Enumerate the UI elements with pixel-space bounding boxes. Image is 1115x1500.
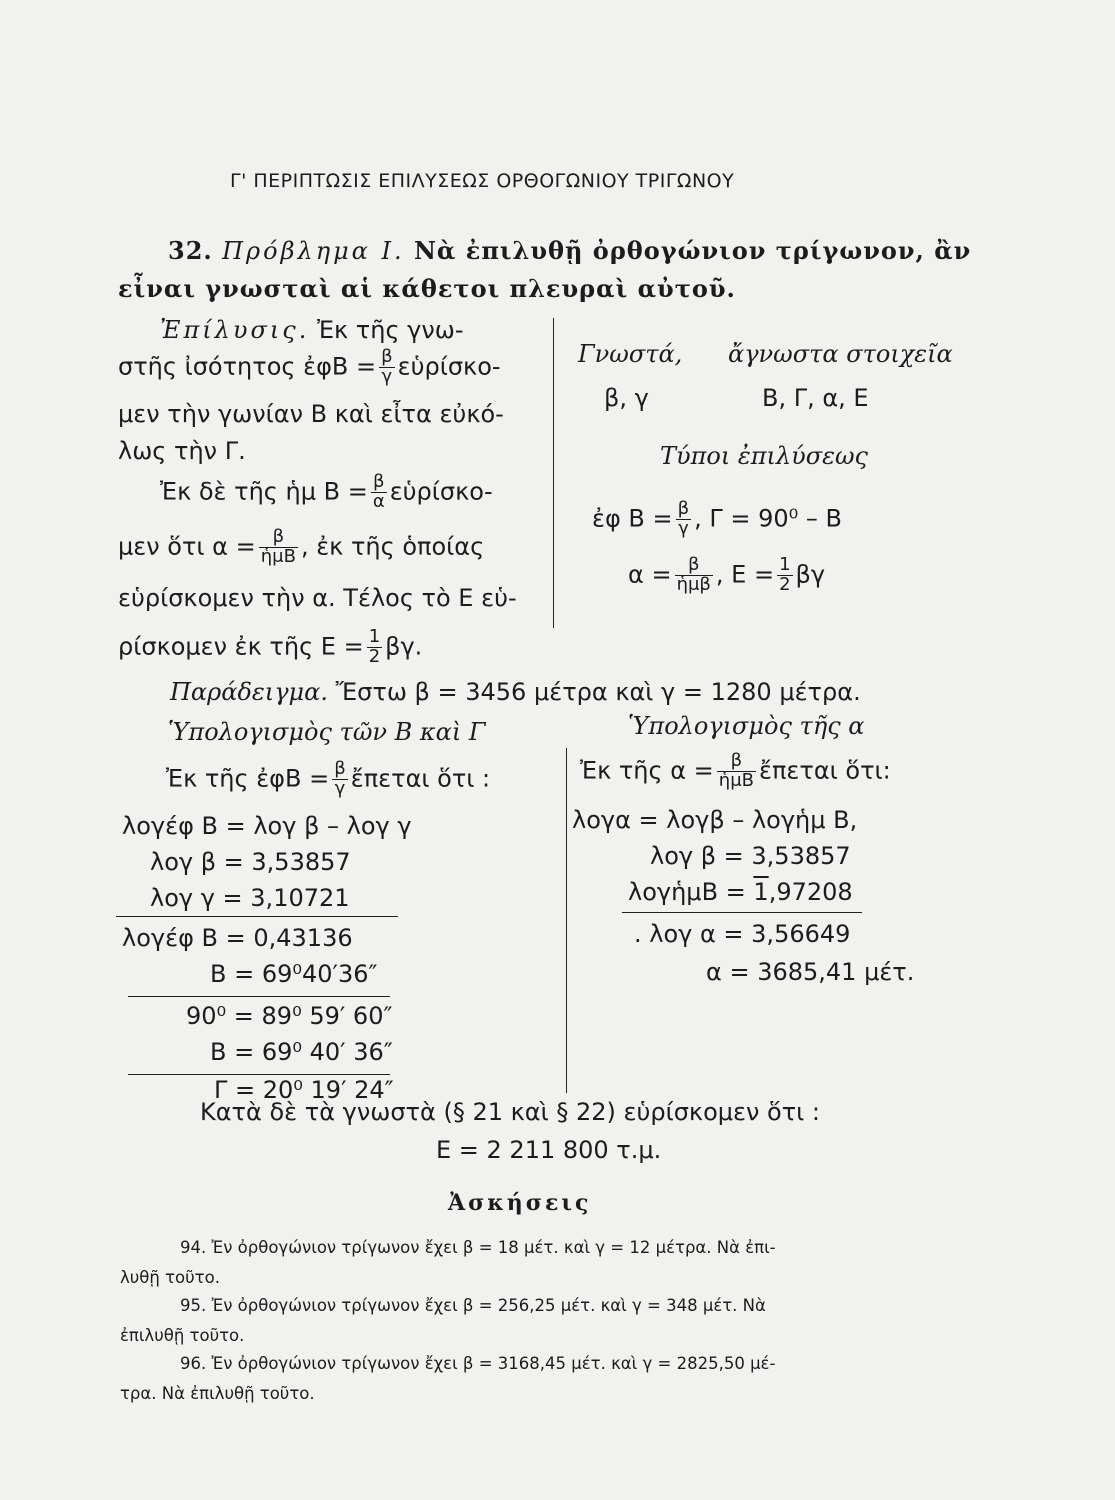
solution-line-7: εὑρίσκομεν τὴν α. Τέλος τὸ Ε εὑ-: [118, 584, 517, 612]
problem-line-2: εἶναι γνωσταὶ αἱ κάθετοι πλευραὶ αὐτοῦ.: [118, 274, 736, 303]
solution-line-8: ρίσκομεν ἐκ τῆς Ε = $\frac{1}{2}$ βγ.: [118, 626, 423, 667]
section-title: Γ' ΠΕΡΙΠΤΩΣΙΣ ΕΠΙΛΥΣΕΩΣ ΟΡΘΟΓΩΝΙΟΥ ΤΡΙΓΩΝΟΥ: [230, 170, 735, 192]
calc-left-row-1: λογέφ Β = λογ β – λογ γ: [122, 812, 412, 840]
exercise-96-line-2: τρα. Νὰ ἐπιλυθῇ τοῦτο.: [120, 1384, 315, 1403]
fraction-b-over-g: $\frac{\beta}{\gamma}$: [381, 346, 393, 387]
solution-line-3: μεν τὴν γωνίαν Β καὶ εἶτα εὐκό-: [118, 400, 504, 428]
unknown-heading: ἄγνωστα στοιχεῖα: [728, 340, 953, 368]
problem-line-1: [168, 236, 971, 265]
known-values: β, γ: [604, 384, 649, 412]
exercise-96-line-1: 96. Ἐν ὀρθογώνιον τρίγωνον ἔχει β = 3168,45 μέτ. καὶ γ = 2825,50 μέ-: [180, 1354, 776, 1373]
solution-line-6: μεν ὅτι α = $\frac{\beta}{\text{ἡμΒ}}$ , ἐκ τῆς ὁποίας: [118, 526, 485, 567]
fraction-b-over-hmb: $\frac{\beta}{\text{ἡμΒ}}$: [260, 526, 296, 567]
problem-label: Πρόβλημα Ι.: [222, 237, 405, 265]
solution-line-2: στῆς ἰσότητος ἐφΒ = $\frac{\beta}{\gamma}$ εὑρίσκο-: [118, 346, 501, 387]
exercises-title: Ἀσκήσεις: [448, 1190, 592, 1216]
calc-left-rule-1: [116, 916, 398, 917]
exercise-95-line-1: 95. Ἐν ὀρθογώνιον τρίγωνον ἔχει β = 256,25 μέτ. καὶ γ = 348 μέτ. Νὰ: [180, 1296, 766, 1315]
example-label: Παράδειγμα.: [170, 678, 328, 706]
conclusion-line-1: Κατὰ δὲ τὰ γνωστὰ (§ 21 καὶ § 22) εὑρίσκομεν ὅτι :: [200, 1098, 820, 1126]
calc-right-row-2: λογ β = 3,53857: [650, 842, 851, 870]
calc-left-row-6: 90⁰ = 89⁰ 59′ 60″: [186, 1002, 393, 1030]
solution-line-1: Ἐπίλυσις. Ἐκ τῆς γνω-: [160, 316, 464, 344]
calc-divider: [566, 748, 567, 1093]
calc-left-row-3: λογ γ = 3,10721: [150, 884, 350, 912]
fraction-one-half: $\frac{1}{2}$: [368, 626, 381, 667]
example-line: Παράδειγμα. Ἔστω β = 3456 μέτρα καὶ γ = 1280 μέτρα.: [170, 678, 861, 706]
fraction-b-over-a: $\frac{\beta}{\alpha}$: [372, 471, 385, 512]
calc-right-row-5: α = 3685,41 μέτ.: [706, 958, 915, 986]
calc-left-intro: Ἐκ τῆς ἐφΒ = $\frac{\beta}{\gamma}$ ἔπεται ὅτι :: [166, 758, 491, 799]
calc-right-row-4: . λογ α = 3,56649: [634, 920, 851, 948]
calc-right-row-1: λογα = λογβ – λογἡμ Β,: [572, 806, 858, 834]
formulas-title: Τύποι ἐπιλύσεως: [660, 442, 868, 470]
problem-text-1: Νὰ ἐπιλυθῇ ὀρθογώνιον τρίγωνον, ἂν: [413, 236, 972, 265]
calc-left-row-4: λογέφ Β = 0,43136: [122, 924, 353, 952]
calc-right-intro: Ἐκ τῆς α = $\frac{\beta}{\text{ἡμΒ}}$ ἔπεται ὅτι:: [580, 750, 891, 791]
unknown-values: Β, Γ, α, Ε: [762, 384, 869, 412]
calc-left-title: Ὑπολογισμὸς τῶν Β καὶ Γ: [168, 718, 486, 746]
calc-left-row-5: Β = 69⁰40′36″: [210, 960, 378, 988]
known-heading: Γνωστά,: [578, 340, 683, 368]
conclusion-line-2: Ε = 2 211 800 τ.μ.: [436, 1136, 662, 1164]
calc-left-rule-2: [128, 996, 390, 997]
calc-right-title: Ὑπολογισμὸς τῆς α: [628, 712, 865, 740]
exercise-94-line-1: 94. Ἐν ὀρθογώνιον τρίγωνον ἔχει β = 18 μέτ. καὶ γ = 12 μέτρα. Νὰ ἐπι-: [180, 1238, 776, 1257]
calc-right-rule: [622, 912, 862, 913]
calc-left-row-2: λογ β = 3,53857: [150, 848, 351, 876]
exercise-95-line-2: ἐπιλυθῇ τοῦτο.: [120, 1326, 245, 1345]
solution-line-5: Ἐκ δὲ τῆς ἡμ Β = $\frac{\beta}{\alpha}$ εὑρίσκο-: [160, 471, 493, 512]
calc-left-row-8: Γ = 20⁰ 19′ 24″: [214, 1076, 394, 1104]
formula-2: α = $\frac{\beta}{\text{ἡμβ}}$ , Ε = $\frac{1}{2}$ βγ: [628, 554, 826, 595]
problem-number: 32.: [168, 236, 213, 265]
calc-left-rule-3: [128, 1074, 390, 1075]
calc-left-row-7: Β = 69⁰ 40′ 36″: [210, 1038, 393, 1066]
solution-line-4: λως τὴν Γ.: [118, 437, 246, 465]
formula-1: ἐφ Β = $\frac{\beta}{\gamma}$ , Γ = 90⁰ – Β: [592, 498, 843, 539]
calc-right-row-3: λογἡμΒ = 1,97208: [628, 878, 853, 906]
solution-label: Ἐπίλυσις.: [160, 316, 310, 344]
solution-divider: [553, 318, 554, 628]
exercise-94-line-2: λυθῇ τοῦτο.: [120, 1268, 220, 1287]
